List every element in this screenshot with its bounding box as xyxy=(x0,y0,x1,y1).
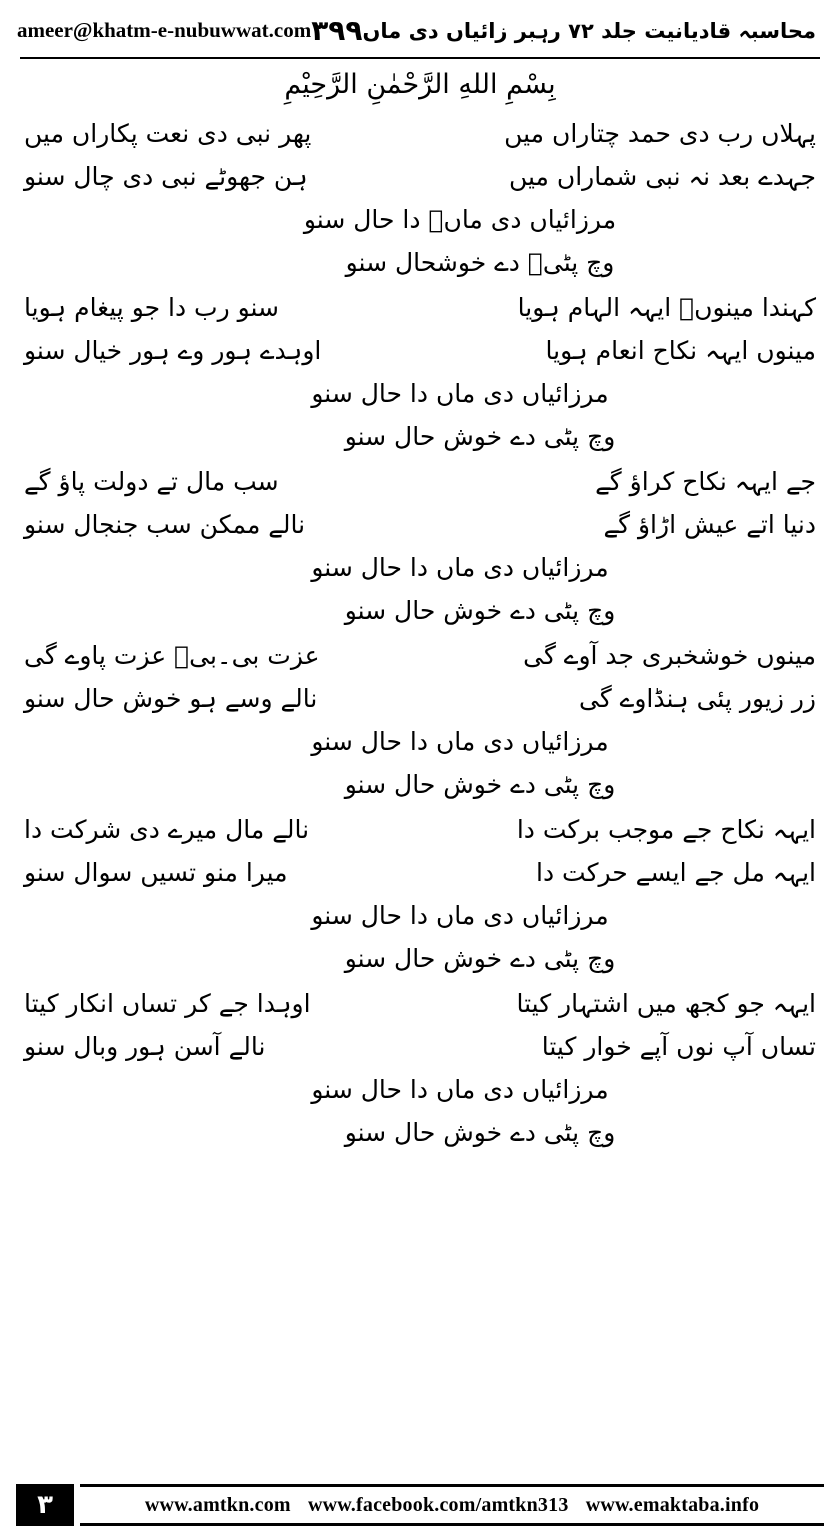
stanza xyxy=(22,982,818,1154)
stanza xyxy=(22,286,818,458)
page-header xyxy=(14,0,826,53)
hemistich-first: ایہہ جو کجھ میں اشتہار کیتا xyxy=(516,989,816,1018)
stanza xyxy=(22,808,818,980)
hemistich-first: تساں آپ نوں آپے خوار کیتا xyxy=(541,1032,816,1061)
footer-links-bar xyxy=(80,1484,824,1526)
bismillah-line: بِسْمِ اللهِ الرَّحْمٰنِ الرَّحِيْمِ xyxy=(284,69,556,100)
refrain-line: وچ پٹی دے خوش حال سنو xyxy=(344,1118,616,1147)
footer-link-amtkn[interactable]: www.amtkn.com xyxy=(144,1493,291,1516)
hemistich-second: سنو رب دا جو پیغام ہویا xyxy=(24,293,279,322)
refrain-line: وچ پٹی دے خوش حال سنو xyxy=(344,596,616,625)
hemistich-first: دنیا اتے عیش اڑاؤ گے xyxy=(603,510,816,539)
refrain-line: مرزائیاں دی ماںؑ دا حال سنو xyxy=(303,205,617,234)
hemistich-second: نالے آسن ہور وبال سنو xyxy=(24,1032,266,1061)
refrain-line: مرزائیاں دی ماں دا حال سنو xyxy=(311,901,609,930)
hemistich-second: نالے وسے ہو خوش حال سنو xyxy=(24,684,318,713)
hemistich-first: زر زیور پئی ہنڈاوے گی xyxy=(578,684,816,713)
page-footer xyxy=(0,1484,840,1526)
footer-link-emaktaba[interactable]: www.emaktaba.info xyxy=(585,1493,760,1516)
hemistich-second: اوہدے ہور وے ہور خیال سنو xyxy=(24,336,322,365)
hemistich-first: جے ایہہ نکاح کراؤ گے xyxy=(595,467,816,496)
stanza xyxy=(22,112,818,284)
header-book-title: محاسبہ قادیانیت جلد ۷۲ رہبر زائیاں دی ماں xyxy=(362,18,816,43)
refrain-line: وچ پٹی دے خوش حال سنو xyxy=(344,422,616,451)
footer-link-facebook[interactable]: www.facebook.com/amtkn313 xyxy=(307,1493,569,1516)
stanza xyxy=(22,634,818,806)
couplet xyxy=(22,112,818,155)
refrain-line: وچ پٹی دے خوش حال سنو xyxy=(344,944,616,973)
couplet xyxy=(22,677,818,720)
stanza xyxy=(22,460,818,632)
couplet xyxy=(22,982,818,1025)
hemistich-second: نالے مال میرے دی شرکت دا xyxy=(24,815,310,844)
header-divider xyxy=(20,57,820,59)
couplet xyxy=(22,329,818,372)
header-page-number: ۳۹۹ xyxy=(311,14,363,47)
hemistich-first: ایہہ نکاح جے موجب برکت دا xyxy=(516,815,816,844)
hemistich-first: جہدے بعد نہ نبی شماراں میں xyxy=(508,162,816,191)
refrain-line: مرزائیاں دی ماں دا حال سنو xyxy=(311,553,609,582)
couplet xyxy=(22,503,818,546)
hemistich-second: پھر نبی دی نعت پکاراں میں xyxy=(24,119,312,148)
refrain-line: مرزائیاں دی ماں دا حال سنو xyxy=(311,727,609,756)
hemistich-second: میرا منو تسیں سوال سنو xyxy=(24,858,288,887)
poem-body xyxy=(14,112,826,1154)
couplet xyxy=(22,155,818,198)
refrain-line: وچ پٹی دے خوش حال سنو xyxy=(344,770,616,799)
header-email: ameer@khatm-e-nubuwwat.com xyxy=(16,18,312,42)
hemistich-second: ہن جھوٹے نبی دی چال سنو xyxy=(24,162,308,191)
refrain-line: وچ پٹیؑ دے خوشحال سنو xyxy=(345,248,615,277)
footer-links xyxy=(139,1494,765,1517)
couplet xyxy=(22,460,818,503)
couplet xyxy=(22,1025,818,1068)
couplet xyxy=(22,808,818,851)
couplet xyxy=(22,851,818,894)
hemistich-second: سب مال تے دولت پاؤ گے xyxy=(24,467,279,496)
couplet xyxy=(22,286,818,329)
hemistich-second: نالے ممکن سب جنجال سنو xyxy=(24,510,306,539)
hemistich-first: ایہہ مل جے ایسے حرکت دا xyxy=(536,858,816,887)
couplet xyxy=(22,634,818,677)
refrain-line: مرزائیاں دی ماں دا حال سنو xyxy=(311,379,609,408)
hemistich-first: کہندا مینوںؑ ایہہ الہام ہویا xyxy=(517,293,816,322)
hemistich-first: پہلاں رب دی حمد چتاراں میں xyxy=(504,119,816,148)
refrain-line: مرزائیاں دی ماں دا حال سنو xyxy=(311,1075,609,1104)
hemistich-second: عزت بی۔بیؑ عزت پاوے گی xyxy=(24,641,320,670)
footer-page-number: ۳ xyxy=(16,1484,74,1526)
hemistich-first: مینوں ایہہ نکاح انعام ہویا xyxy=(545,336,816,365)
hemistich-second: اوہدا جے کر تساں انکار کیتا xyxy=(24,989,311,1018)
hemistich-first: مینوں خوشخبری جد آوے گی xyxy=(523,641,816,670)
